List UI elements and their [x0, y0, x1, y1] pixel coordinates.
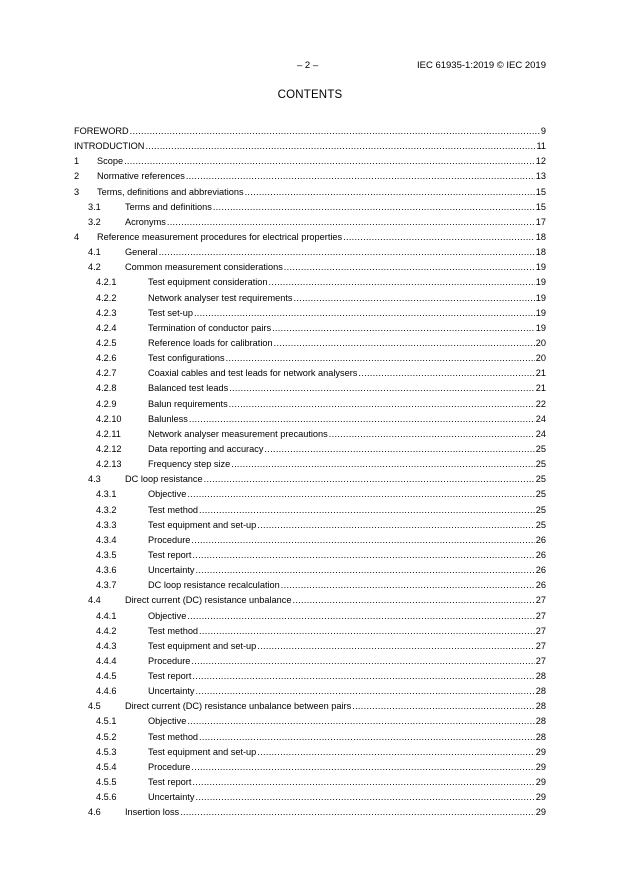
toc-entry-number: 4.3.7 [96, 580, 117, 591]
toc-entry[interactable] [74, 790, 546, 805]
toc-dot-leader [195, 684, 534, 699]
toc-entry-page: 26 [535, 534, 546, 545]
toc-entry-number: 1 [74, 156, 80, 167]
toc-dot-leader [192, 775, 534, 790]
toc-entry-title: Test configurations [148, 353, 225, 364]
toc-entry-page: 13 [535, 171, 546, 182]
toc-entry-page: 18 [535, 231, 546, 242]
toc-entry[interactable] [74, 336, 546, 351]
toc-entry-page: 29 [535, 761, 546, 772]
toc-entry-page: 29 [535, 792, 546, 803]
toc-entry-page: 25 [535, 489, 546, 500]
toc-entry-title: Insertion loss [125, 807, 180, 818]
toc-entry-page: 15 [535, 186, 546, 197]
toc-entry-title: Terms, definitions and abbreviations [97, 186, 244, 197]
toc-entry-page: 28 [535, 671, 546, 682]
toc-dot-leader [204, 472, 535, 487]
toc-entry-title: Test equipment and set-up [148, 746, 257, 757]
toc-entry-title: Test report [148, 671, 192, 682]
toc-entry[interactable] [74, 275, 546, 290]
toc-dot-leader [294, 291, 535, 306]
toc-entry[interactable] [74, 699, 546, 714]
toc-entry-page: 15 [535, 201, 546, 212]
toc-entry[interactable] [74, 139, 546, 154]
toc-entry-title: INTRODUCTION [74, 141, 145, 152]
toc-dot-leader [229, 381, 535, 396]
toc-entry-page: 21 [535, 383, 546, 394]
toc-entry-title: Test method [148, 731, 199, 742]
toc-entry[interactable] [74, 745, 546, 760]
toc-dot-leader [199, 624, 535, 639]
toc-entry-number: 3.1 [88, 201, 101, 212]
toc-entry[interactable] [74, 230, 546, 245]
toc-entry-number: 4.5.6 [96, 792, 117, 803]
toc-entry-page: 20 [535, 353, 546, 364]
toc-dot-leader [358, 366, 534, 381]
toc-entry-number: 4.4.1 [96, 610, 117, 621]
toc-entry[interactable] [74, 533, 546, 548]
toc-dot-leader [199, 730, 535, 745]
toc-entry[interactable] [74, 245, 546, 260]
toc-entry-number: 4.3.2 [96, 504, 117, 515]
toc-dot-leader [257, 518, 534, 533]
toc-entry[interactable] [74, 412, 546, 427]
toc-entry-title: Balun requirements [148, 398, 228, 409]
toc-entry-title: Test report [148, 777, 192, 788]
toc-entry-title: Reference loads for calibration [148, 337, 273, 348]
toc-entry[interactable] [74, 563, 546, 578]
toc-entry[interactable] [74, 548, 546, 563]
standard-reference: IEC 61935-1:2019 © IEC 2019 [416, 60, 546, 71]
toc-entry-title: Direct current (DC) resistance unbalance between pairs [125, 701, 352, 712]
toc-entry[interactable] [74, 578, 546, 593]
toc-entry-title: Procedure [148, 534, 191, 545]
toc-entry[interactable] [74, 503, 546, 518]
page-header [0, 60, 620, 74]
toc-dot-leader [292, 593, 534, 608]
toc-entry-number: 4.4 [88, 595, 101, 606]
toc-entry-number: 4.2.11 [96, 428, 121, 439]
toc-entry-title: Procedure [148, 655, 191, 666]
toc-entry-page: 17 [535, 216, 546, 227]
toc-entry-title: Common measurement considerations [125, 262, 283, 273]
toc-entry-number: 4.2.4 [96, 322, 117, 333]
toc-entry-number: 4.4.4 [96, 655, 117, 666]
toc-entry-title: Acronyms [125, 216, 166, 227]
toc-entry[interactable] [74, 200, 546, 215]
toc-dot-leader [192, 669, 534, 684]
toc-dot-leader [226, 351, 535, 366]
toc-entry-page: 24 [535, 428, 546, 439]
toc-entry-page: 27 [535, 595, 546, 606]
toc-dot-leader [257, 639, 534, 654]
toc-entry-page: 28 [535, 716, 546, 727]
toc-entry-number: 4.3.6 [96, 565, 117, 576]
toc-entry-number: 4.2.5 [96, 337, 117, 348]
toc-entry-number: 4.3.3 [96, 519, 117, 530]
toc-entry-number: 4.2.6 [96, 353, 117, 364]
toc-entry[interactable] [74, 306, 546, 321]
toc-entry-number: 3 [74, 186, 80, 197]
toc-entry-page: 25 [535, 459, 546, 470]
toc-entry-page: 25 [535, 443, 546, 454]
toc-entry-title: General [125, 247, 158, 258]
toc-entry-number: 4.5.4 [96, 761, 117, 772]
toc-entry-title: Test method [148, 625, 199, 636]
toc-dot-leader [186, 169, 535, 184]
toc-entry-title: DC loop resistance [125, 474, 203, 485]
toc-entry-title: Test set-up [148, 307, 193, 318]
table-of-contents [74, 124, 546, 820]
toc-entry-title: DC loop resistance recalculation [148, 580, 280, 591]
toc-entry-title: Balunless [148, 413, 188, 424]
toc-entry-title: Terms and definitions [125, 201, 212, 212]
toc-dot-leader [187, 487, 534, 502]
toc-entry-number: 4 [74, 231, 80, 242]
toc-entry-page: 12 [535, 156, 546, 167]
toc-entry-title: Procedure [148, 761, 191, 772]
toc-entry[interactable] [74, 654, 546, 669]
toc-entry-number: 4.2.8 [96, 383, 117, 394]
toc-entry-page: 20 [535, 337, 546, 348]
toc-entry-title: Coaxial cables and test leads for network analysers [148, 368, 358, 379]
toc-entry-title: Uncertainty [148, 792, 195, 803]
contents-heading: CONTENTS [277, 89, 343, 101]
toc-entry-page: 21 [535, 368, 546, 379]
toc-entry-title: Objective [148, 610, 187, 621]
toc-dot-leader [124, 154, 535, 169]
toc-entry-page: 19 [535, 307, 546, 318]
toc-entry[interactable] [74, 624, 546, 639]
toc-entry-page: 24 [535, 413, 546, 424]
toc-entry-page: 25 [535, 519, 546, 530]
toc-entry-page: 11 [536, 141, 546, 152]
toc-entry[interactable] [74, 260, 546, 275]
toc-dot-leader [329, 427, 535, 442]
toc-dot-leader [231, 457, 535, 472]
toc-entry-page: 29 [535, 777, 546, 788]
toc-entry[interactable] [74, 518, 546, 533]
toc-dot-leader [245, 185, 535, 200]
toc-dot-leader [180, 805, 535, 820]
toc-dot-leader [274, 336, 535, 351]
toc-entry-number: 4.4.6 [96, 686, 117, 697]
toc-dot-leader [343, 230, 535, 245]
toc-entry-page: 19 [535, 277, 546, 288]
toc-entry-page: 27 [535, 625, 546, 636]
toc-entry-title: Test equipment and set-up [148, 519, 257, 530]
toc-dot-leader [281, 578, 535, 593]
toc-entry-number: 4.3 [88, 474, 101, 485]
toc-dot-leader [199, 503, 535, 518]
toc-entry-number: 4.1 [88, 247, 101, 258]
toc-entry[interactable] [74, 215, 546, 230]
toc-entry-number: 4.2.9 [96, 398, 117, 409]
toc-dot-leader [191, 654, 534, 669]
toc-entry[interactable] [74, 472, 546, 487]
toc-dot-leader [167, 215, 535, 230]
toc-entry-title: Objective [148, 489, 187, 500]
toc-entry-title: Test method [148, 504, 199, 515]
toc-entry[interactable] [74, 714, 546, 729]
toc-entry-page: 9 [540, 126, 546, 136]
toc-entry-number: 4.2.13 [96, 459, 122, 470]
toc-entry-number: 4.2.3 [96, 307, 117, 318]
toc-entry-title: Test equipment and set-up [148, 640, 257, 651]
toc-entry-page: 28 [535, 686, 546, 697]
toc-entry-title: Uncertainty [148, 686, 195, 697]
toc-dot-leader [191, 760, 534, 775]
toc-entry[interactable] [74, 397, 546, 412]
toc-entry[interactable] [74, 351, 546, 366]
toc-dot-leader [195, 790, 534, 805]
toc-entry-title: Network analyser test requirements [148, 292, 293, 303]
toc-entry-page: 19 [535, 292, 546, 303]
toc-entry-title: Normative references [97, 171, 185, 182]
toc-entry-number: 4.4.2 [96, 625, 117, 636]
toc-dot-leader [264, 442, 534, 457]
toc-entry-title: Uncertainty [148, 565, 195, 576]
toc-dot-leader [284, 260, 535, 275]
toc-entry-page: 18 [535, 247, 546, 258]
toc-entry-number: 4.5.1 [96, 716, 117, 727]
page-number: – 2 – [297, 60, 319, 71]
toc-dot-leader [229, 397, 535, 412]
toc-entry-number: 4.4.5 [96, 671, 117, 682]
toc-entry-page: 26 [535, 580, 546, 591]
toc-dot-leader [187, 609, 534, 624]
toc-entry-title: Balanced test leads [148, 383, 229, 394]
toc-entry-page: 25 [535, 504, 546, 515]
toc-entry-number: 4.5.5 [96, 777, 117, 788]
toc-entry-page: 25 [535, 474, 546, 485]
toc-entry-number: 4.3.1 [96, 489, 117, 500]
toc-dot-leader [257, 745, 534, 760]
toc-entry-page: 26 [535, 565, 546, 576]
toc-entry[interactable] [74, 154, 546, 169]
toc-entry-page: 19 [535, 322, 546, 333]
toc-entry-title: Test report [148, 549, 192, 560]
toc-dot-leader [192, 548, 534, 563]
toc-entry-title: Direct current (DC) resistance unbalance [125, 595, 292, 606]
toc-dot-leader [269, 275, 535, 290]
toc-entry-number: 4.3.5 [96, 549, 117, 560]
toc-entry-number: 4.2 [88, 262, 101, 273]
toc-entry[interactable] [74, 291, 546, 306]
toc-entry[interactable] [74, 669, 546, 684]
toc-dot-leader [213, 200, 535, 215]
toc-entry-title: Termination of conductor pairs [148, 322, 272, 333]
toc-entry[interactable] [74, 805, 546, 820]
toc-entry-page: 28 [535, 731, 546, 742]
toc-entry[interactable] [74, 457, 546, 472]
toc-dot-leader [195, 563, 534, 578]
toc-dot-leader [189, 412, 535, 427]
toc-entry-number: 4.5.2 [96, 731, 117, 742]
toc-entry-number: 4.3.4 [96, 534, 117, 545]
toc-entry[interactable] [74, 321, 546, 336]
toc-entry-page: 27 [535, 610, 546, 621]
toc-entry-page: 27 [535, 640, 546, 651]
toc-dot-leader [130, 124, 540, 139]
toc-entry-page: 19 [535, 262, 546, 273]
toc-entry[interactable] [74, 684, 546, 699]
toc-entry-number: 4.6 [88, 807, 101, 818]
toc-dot-leader [272, 321, 535, 336]
toc-entry-number: 4.2.10 [96, 413, 122, 424]
toc-entry-page: 22 [535, 398, 546, 409]
toc-entry[interactable] [74, 427, 546, 442]
toc-entry-page: 29 [535, 746, 546, 757]
toc-entry-title: Scope [97, 156, 124, 167]
toc-entry-title: Network analyser measurement precautions [148, 428, 328, 439]
toc-entry-title: Test equipment consideration [148, 277, 268, 288]
toc-dot-leader [191, 533, 534, 548]
toc-entry-number: 3.2 [88, 216, 101, 227]
toc-entry-page: 28 [535, 701, 546, 712]
toc-entry-title: FOREWORD [74, 126, 129, 136]
toc-entry[interactable] [74, 609, 546, 624]
toc-entry-title: Data reporting and accuracy [148, 443, 264, 454]
toc-entry-number: 4.4.3 [96, 640, 117, 651]
toc-entry-page: 26 [535, 549, 546, 560]
toc-entry-page: 27 [535, 655, 546, 666]
toc-entry-number: 4.2.12 [96, 443, 122, 454]
toc-entry[interactable] [74, 593, 546, 608]
toc-entry[interactable] [74, 169, 546, 184]
toc-entry-number: 4.2.2 [96, 292, 117, 303]
toc-entry[interactable] [74, 730, 546, 745]
toc-entry[interactable] [74, 775, 546, 790]
toc-entry-page: 29 [535, 807, 546, 818]
toc-entry[interactable] [74, 760, 546, 775]
toc-entry[interactable] [74, 381, 546, 396]
toc-entry[interactable] [74, 442, 546, 457]
toc-entry-number: 4.5 [88, 701, 101, 712]
toc-entry-number: 4.5.3 [96, 746, 117, 757]
toc-dot-leader [194, 306, 535, 321]
toc-dot-leader [187, 714, 534, 729]
toc-entry[interactable] [74, 185, 546, 200]
toc-entry-title: Reference measurement procedures for electrical properties [97, 231, 343, 242]
toc-entry-title: Objective [148, 716, 187, 727]
toc-dot-leader [352, 699, 535, 714]
toc-dot-leader [145, 139, 535, 154]
toc-entry-number: 4.2.1 [96, 277, 117, 288]
toc-entry[interactable] [74, 124, 546, 139]
toc-entry[interactable] [74, 639, 546, 654]
toc-entry-number: 4.2.7 [96, 368, 117, 379]
toc-entry[interactable] [74, 487, 546, 502]
toc-entry-number: 2 [74, 171, 80, 182]
toc-entry[interactable] [74, 366, 546, 381]
toc-entry-title: Frequency step size [148, 459, 231, 470]
toc-dot-leader [159, 245, 535, 260]
